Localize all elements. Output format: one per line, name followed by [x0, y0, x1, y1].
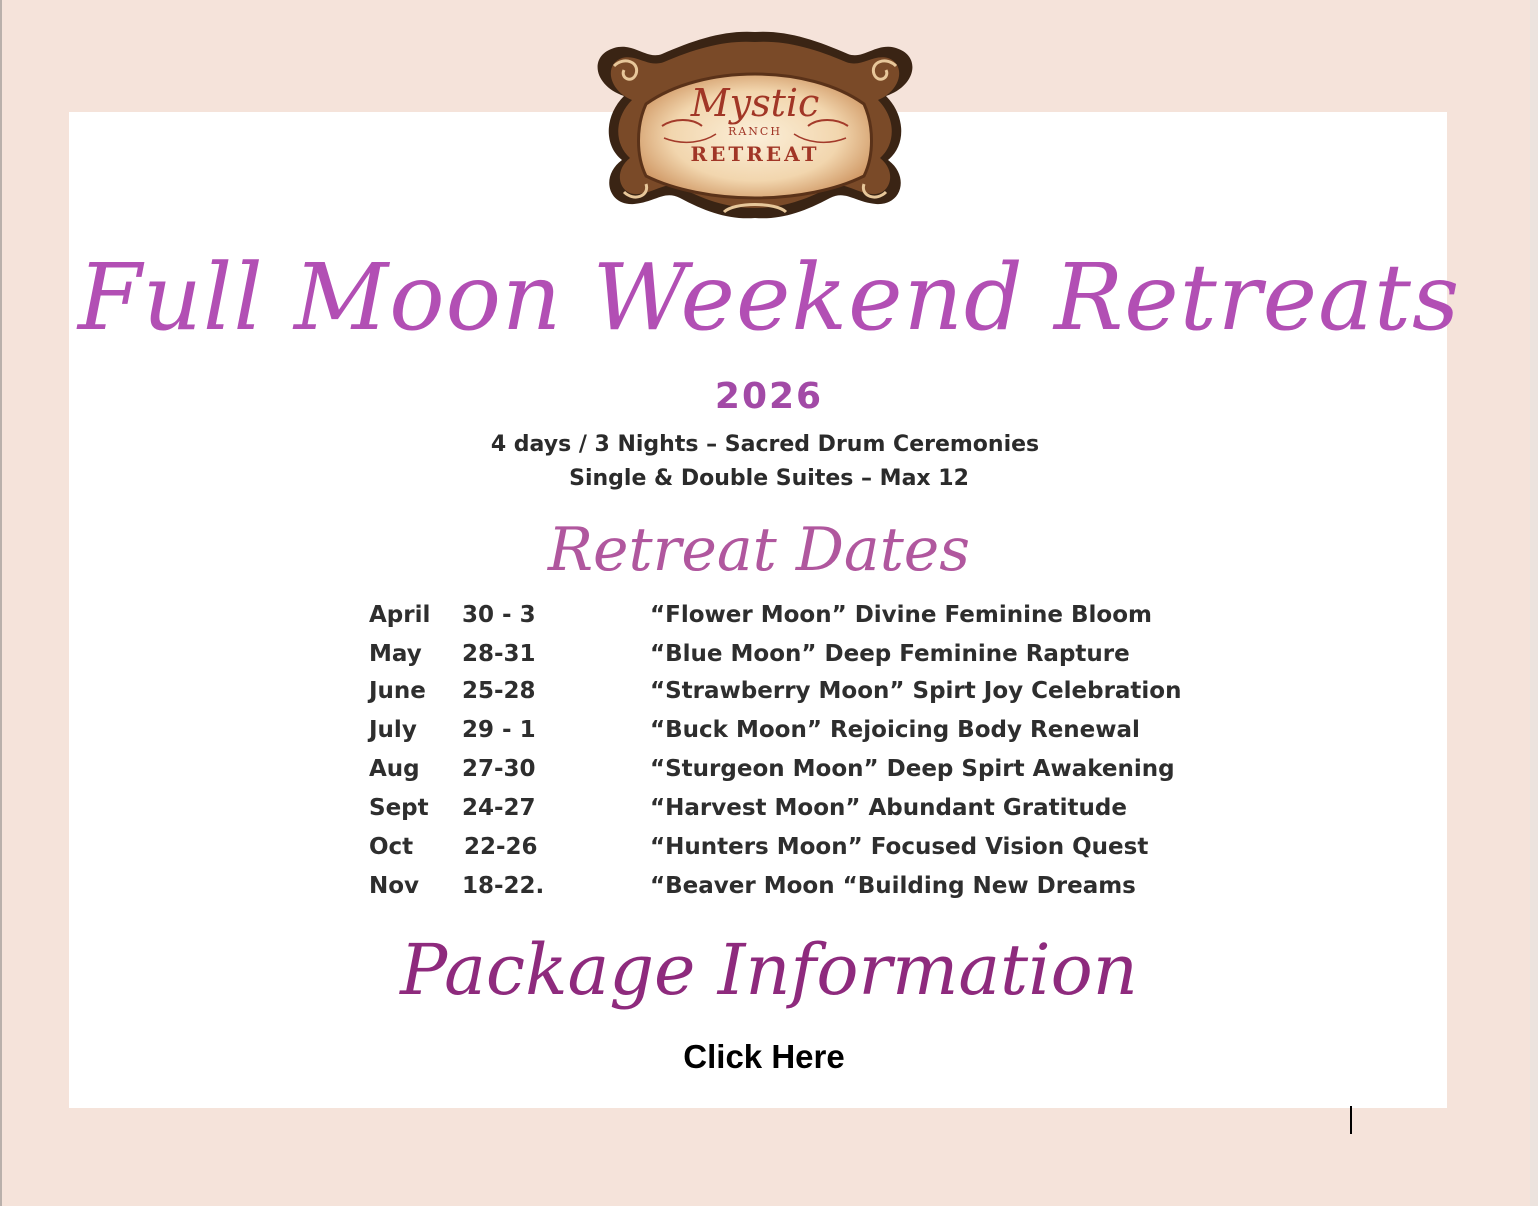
- schedule-row: [369, 873, 1249, 912]
- schedule-description: “Sturgeon Moon” Deep Spirt Awakening: [650, 756, 1175, 782]
- schedule-month: May: [369, 641, 422, 667]
- svg-text:Mystic: Mystic: [690, 81, 820, 125]
- schedule-row: [369, 602, 1249, 641]
- schedule-description: “Buck Moon” Rejoicing Body Renewal: [650, 717, 1140, 743]
- schedule-row: [369, 678, 1249, 717]
- schedule-days: 30 - 3: [462, 602, 536, 628]
- schedule-description: “Flower Moon” Divine Feminine Bloom: [650, 602, 1152, 628]
- schedule-month: April: [369, 602, 431, 628]
- schedule-days: 25-28: [462, 678, 536, 704]
- schedule-description: “Blue Moon” Deep Feminine Rapture: [650, 641, 1130, 667]
- schedule-description: “Hunters Moon” Focused Vision Quest: [650, 834, 1149, 860]
- schedule-month: Oct: [369, 834, 414, 860]
- svg-text:RETREAT: RETREAT: [690, 142, 820, 166]
- schedule-month: Nov: [369, 873, 420, 899]
- schedule-days: 18-22.: [462, 873, 545, 899]
- text-cursor: [1350, 1106, 1352, 1134]
- schedule-row: [369, 756, 1249, 795]
- page-title: Full Moon Weekend Retreats: [77, 244, 1461, 351]
- schedule-days: 27-30: [462, 756, 536, 782]
- package-information-heading: Package Information: [400, 929, 1138, 1011]
- retreat-schedule: [369, 602, 1249, 912]
- schedule-days: 28-31: [462, 641, 536, 667]
- schedule-month: June: [369, 678, 426, 704]
- schedule-days: 24-27: [462, 795, 536, 821]
- schedule-row: [369, 795, 1249, 834]
- click-here-link[interactable]: Click Here: [683, 1038, 845, 1075]
- year-label: 2026: [714, 376, 824, 417]
- retreat-duration-text: 4 days / 3 Nights – Sacred Drum Ceremonies: [490, 432, 1040, 457]
- schedule-description: “Harvest Moon” Abundant Gratitude: [650, 795, 1127, 821]
- schedule-days: 22-26: [464, 834, 538, 860]
- scrollbar-track[interactable]: [1530, 0, 1538, 1206]
- retreat-dates-heading: Retreat Dates: [547, 515, 971, 585]
- schedule-row: [369, 641, 1249, 678]
- svg-text:RANCH: RANCH: [728, 125, 782, 138]
- schedule-row: [369, 717, 1249, 756]
- suites-capacity-text: Single & Double Suites – Max 12: [569, 466, 969, 491]
- schedule-month: Aug: [369, 756, 420, 782]
- window-left-edge: [0, 0, 2, 1206]
- schedule-month: July: [369, 717, 417, 743]
- schedule-row: [369, 834, 1249, 873]
- schedule-days: 29 - 1: [462, 717, 536, 743]
- schedule-description: “Beaver Moon “Building New Dreams: [650, 873, 1136, 899]
- schedule-month: Sept: [369, 795, 429, 821]
- mystic-ranch-retreat-logo: [584, 26, 926, 224]
- schedule-description: “Strawberry Moon” Spirt Joy Celebration: [650, 678, 1182, 704]
